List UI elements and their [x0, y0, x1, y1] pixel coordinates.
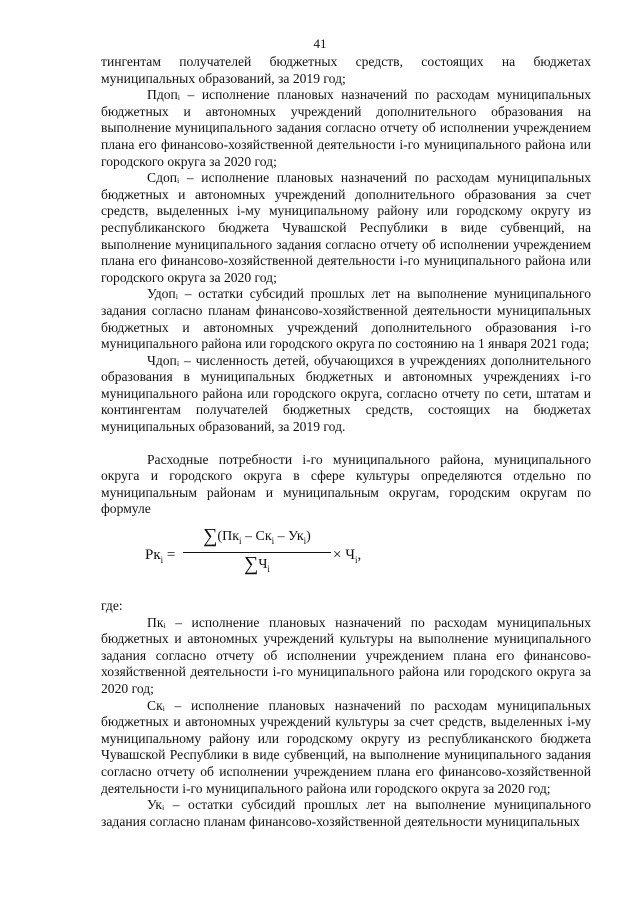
- paragraph: Чдопᵢ – численность детей, обучающихся в учреждениях дополнительного образования в муниципальных бюджетных и автономных учреждениях i-го муниципального района или городского округа, согласно отчету по сети, штатам и контингентам получателей бюджетных средств, состоящих на бюджетах муниципальных образований, за 2019 год.: [101, 352, 591, 435]
- paragraph: тингентам получателей бюджетных средств, состоящих на бюджетах муниципальных образований, за 2019 год;: [101, 54, 591, 86]
- paragraph-group-definitions-education: [101, 54, 591, 436]
- formula-denominator: $\sum Ч_i$: [244, 553, 270, 576]
- formula: [101, 524, 591, 588]
- paragraph: Пдопᵢ – исполнение плановых назначений по расходам муниципальных бюджетных и автономных учреждений дополнительного образования на выполнение муниципального задания согласно отчету об исполнении учреждением плана его финансово-хозяйственной деятельности i-го муниципального района или городского округа за 2020 год;: [101, 87, 591, 169]
- paragraph-group-definitions-culture: [101, 615, 591, 831]
- paragraph: Скᵢ – исполнение плановых назначений по расходам муниципальных бюджетных и автономных учреждений культуры за счет средств, выделенных i-му муниципальному району или городскому округу из республиканского бюджета Чувашской Республики в виде субвенций, на выполнение муниципального задания согласно отчету об исполнении учреждением плана его финансово-хозяйственной деятельности i-го муниципального района или городского округа за 2020 год;: [101, 697, 591, 796]
- where-label: где:: [101, 598, 123, 614]
- sum-icon: ∑: [203, 525, 218, 548]
- paragraph: Пкᵢ – исполнение плановых назначений по расходам муниципальных бюджетных и автономных учреждений культуры на выполнение муниципального задания согласно отчету об исполнении учреждением плана его финансово-хозяйственной деятельности i-го муниципального района или городского округа за 2020 год;: [101, 614, 591, 696]
- intro-paragraph: Расходные потребности i-го муниципального района, муниципального округа и городского округа в сфере культуры определяются отдельно по муниципальным районам и муниципальным округам, городским округам по формуле: [101, 451, 591, 517]
- formula-numerator: $\sum(Пк_i - Ск_i - Ук_i)$: [183, 528, 331, 553]
- page-number: 41: [313, 36, 327, 51]
- blank-line: [101, 436, 591, 452]
- paragraph: Сдопᵢ – исполнение плановых назначений по расходам муниципальных бюджетных и автономных учреждений дополнительного образования за счет средств, выделенных i-му муниципальному району или городскому округу из республиканского бюджета Чувашской Республики в виде субвенций, на выполнение муниципального задания согласно отчету об исполнении учреждением плана его финансово-хозяйственной деятельности i-го муниципального района или городского округа за 2020 год;: [101, 170, 591, 285]
- sum-icon: ∑: [244, 553, 259, 576]
- formula-lhs: $Рк_i$ =: [145, 547, 176, 566]
- document-body: [101, 54, 591, 830]
- paragraph: Укᵢ – остатки субсидий прошлых лет на выполнение муниципального задания согласно планам финансово-хозяйственной деятельности муниципальных: [101, 797, 591, 829]
- formula-fraction: [183, 525, 331, 578]
- formula-rhs: × $Ч_i$,: [333, 547, 362, 566]
- paragraph: Удопᵢ – остатки субсидий прошлых лет на выполнение муниципального задания согласно планам финансово-хозяйственной деятельности муниципальных бюджетных и автономных учреждений дополнительного образования i-го муниципального района или городского округа по состоянию на 1 января 2021 года;: [101, 286, 591, 352]
